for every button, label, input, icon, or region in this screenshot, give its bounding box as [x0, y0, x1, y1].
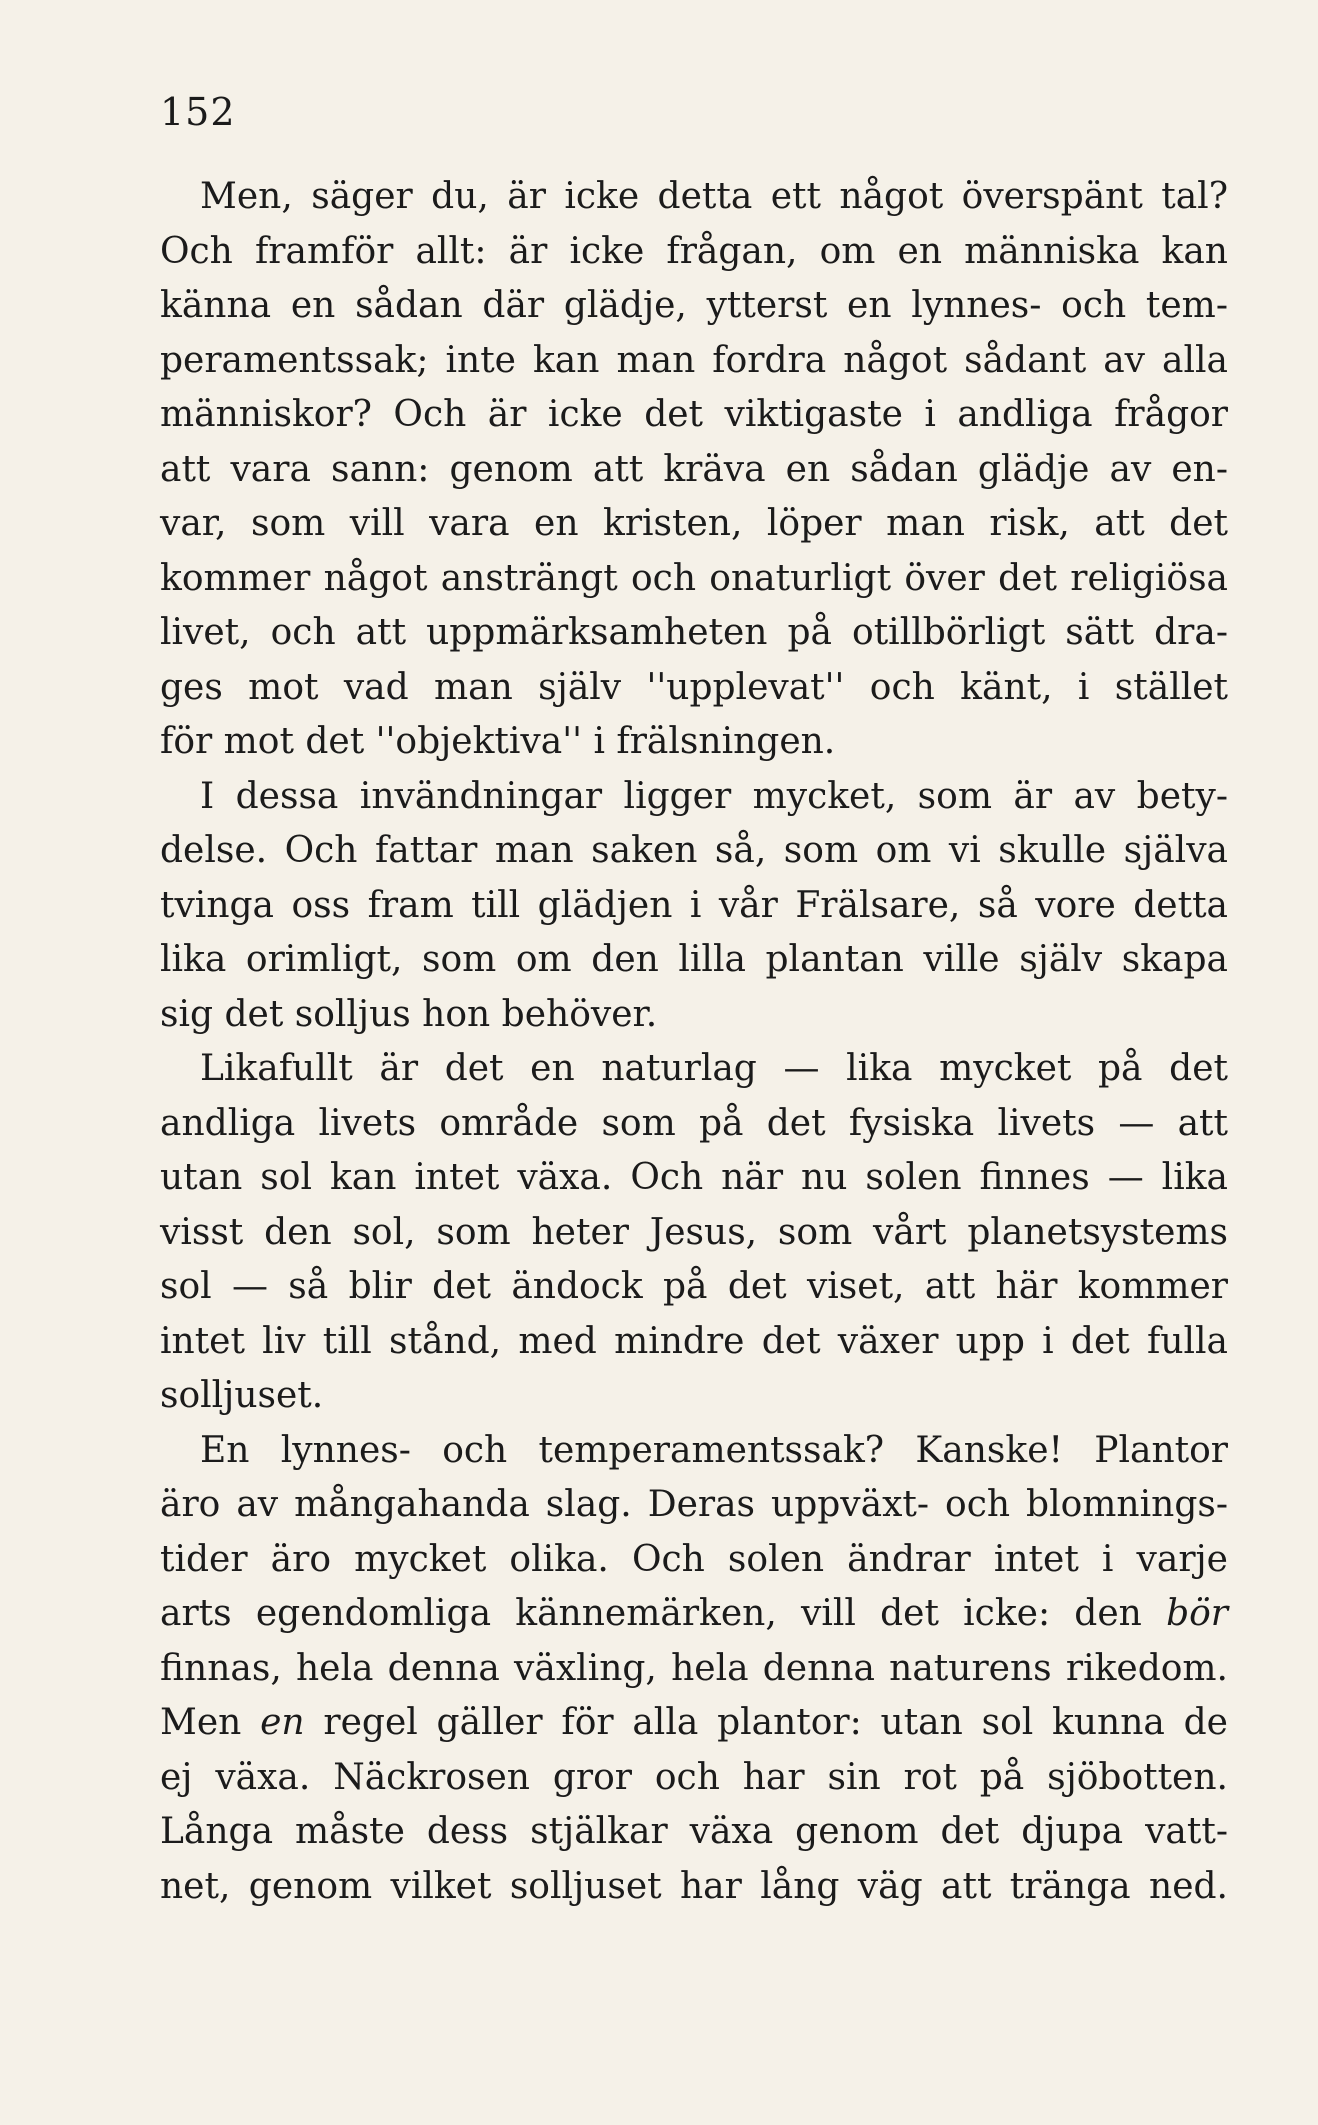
- text-line-content: regel gäller för alla plantor: utan sol kunna de: [304, 1702, 1228, 1743]
- text-line-content: En lynnes- och temperamentssak? Kanske! Plantor: [200, 1429, 1228, 1471]
- text-line: [160, 225, 1228, 280]
- text-line: [160, 1533, 1228, 1588]
- text-line-content: andliga livets område som på det fysiska livets — att: [160, 1102, 1228, 1144]
- text-line: [160, 1042, 1228, 1097]
- text-line: [160, 661, 1228, 716]
- text-line-content: net, genom vilket solljuset har lång väg att tränga ned.: [160, 1865, 1228, 1907]
- text-line-content: lika orimligt, som om den lilla plantan ville själv skapa: [160, 939, 1228, 980]
- page-number: 152: [160, 90, 236, 134]
- text-line: [160, 824, 1228, 879]
- text-line-content: peramentssak; inte kan man fordra något sådant av alla: [160, 339, 1228, 381]
- text-line: [160, 1587, 1228, 1642]
- text-line: [160, 933, 1228, 988]
- text-line: [160, 1260, 1228, 1315]
- text-line: [160, 552, 1228, 607]
- text-line: [160, 1369, 1228, 1424]
- text-line: [160, 1206, 1228, 1261]
- text-line-content: visst den sol, som heter Jesus, som vårt planetsystems: [160, 1211, 1228, 1253]
- text-line: [160, 170, 1228, 225]
- text-line-content: ej växa. Näckrosen gror och har sin rot på sjöbotten.: [160, 1756, 1228, 1798]
- body-text: [160, 170, 1228, 1914]
- text-line: [160, 443, 1228, 498]
- text-line-content: Likafullt är det en naturlag — lika mycket på det: [200, 1048, 1228, 1089]
- text-line: [160, 334, 1228, 389]
- text-line: [160, 606, 1228, 661]
- text-line-content: livet, och att uppmärksamheten på otillbörligt sätt dra-: [160, 612, 1228, 653]
- text-line-content: kommer något ansträngt och onaturligt över det religiösa: [160, 557, 1228, 599]
- text-line-content: solljuset.: [160, 1375, 324, 1416]
- text-line: [160, 879, 1228, 934]
- text-line-content: delse. Och fattar man saken så, som om vi skulle själva: [160, 830, 1228, 871]
- text-line-content: sol — så blir det ändock på det viset, att här kommer: [160, 1266, 1228, 1307]
- text-line-content: finnas, hela denna växling, hela denna naturens rikedom.: [160, 1647, 1228, 1689]
- text-line: [160, 1696, 1228, 1751]
- emphasized-word: bör: [1166, 1593, 1228, 1634]
- text-line-content: Och framför allt: är icke frågan, om en människa kan: [160, 230, 1228, 272]
- text-line-content: människor? Och är icke det viktigaste i andliga frågor: [160, 394, 1228, 435]
- text-line-content: arts egendomliga kännemärken, vill det icke: den: [160, 1593, 1167, 1634]
- text-line: [160, 1424, 1228, 1479]
- text-line-content: för mot det ''objektiva'' i frälsningen.: [160, 721, 836, 762]
- text-line: [160, 1860, 1228, 1915]
- text-line: [160, 388, 1228, 443]
- text-line-content: Långa måste dess stjälkar växa genom det djupa vatt-: [160, 1811, 1228, 1852]
- text-line-content: tvinga oss fram till glädjen i vår Frälsare, så vore detta: [160, 884, 1228, 926]
- text-line: [160, 1805, 1228, 1860]
- text-line: [160, 1097, 1228, 1152]
- text-line-content: ges mot vad man själv ''upplevat'' och känt, i stället: [160, 666, 1228, 708]
- text-line-content: äro av mångahanda slag. Deras uppväxt- och blomnings-: [160, 1484, 1228, 1525]
- text-line: [160, 1315, 1228, 1370]
- text-line: [160, 770, 1228, 825]
- text-line-content: att vara sann: genom att kräva en sådan glädje av en-: [160, 448, 1228, 490]
- text-line-content: Men, säger du, är icke detta ett något överspänt tal?: [200, 176, 1228, 217]
- text-line-content: sig det solljus hon behöver.: [160, 993, 658, 1035]
- text-line-content: intet liv till stånd, med mindre det växer upp i det fulla: [160, 1320, 1228, 1362]
- emphasized-word: en: [260, 1702, 305, 1743]
- text-line: [160, 497, 1228, 552]
- text-line-content: tider äro mycket olika. Och solen ändrar intet i varje: [160, 1538, 1228, 1580]
- text-line: [160, 988, 1228, 1043]
- text-line-content: Men: [160, 1702, 261, 1743]
- text-line: [160, 1478, 1228, 1533]
- text-line: [160, 715, 1228, 770]
- text-line-content: var, som vill vara en kristen, löper man risk, att det: [160, 503, 1228, 544]
- text-line-content: känna en sådan där glädje, ytterst en lynnes- och tem-: [160, 285, 1228, 326]
- text-line: [160, 279, 1228, 334]
- text-line: [160, 1151, 1228, 1206]
- text-line-content: utan sol kan intet växa. Och när nu solen finnes — lika: [160, 1157, 1228, 1198]
- text-line: [160, 1642, 1228, 1697]
- text-line: [160, 1751, 1228, 1806]
- text-line-content: I dessa invändningar ligger mycket, som är av bety-: [200, 775, 1228, 817]
